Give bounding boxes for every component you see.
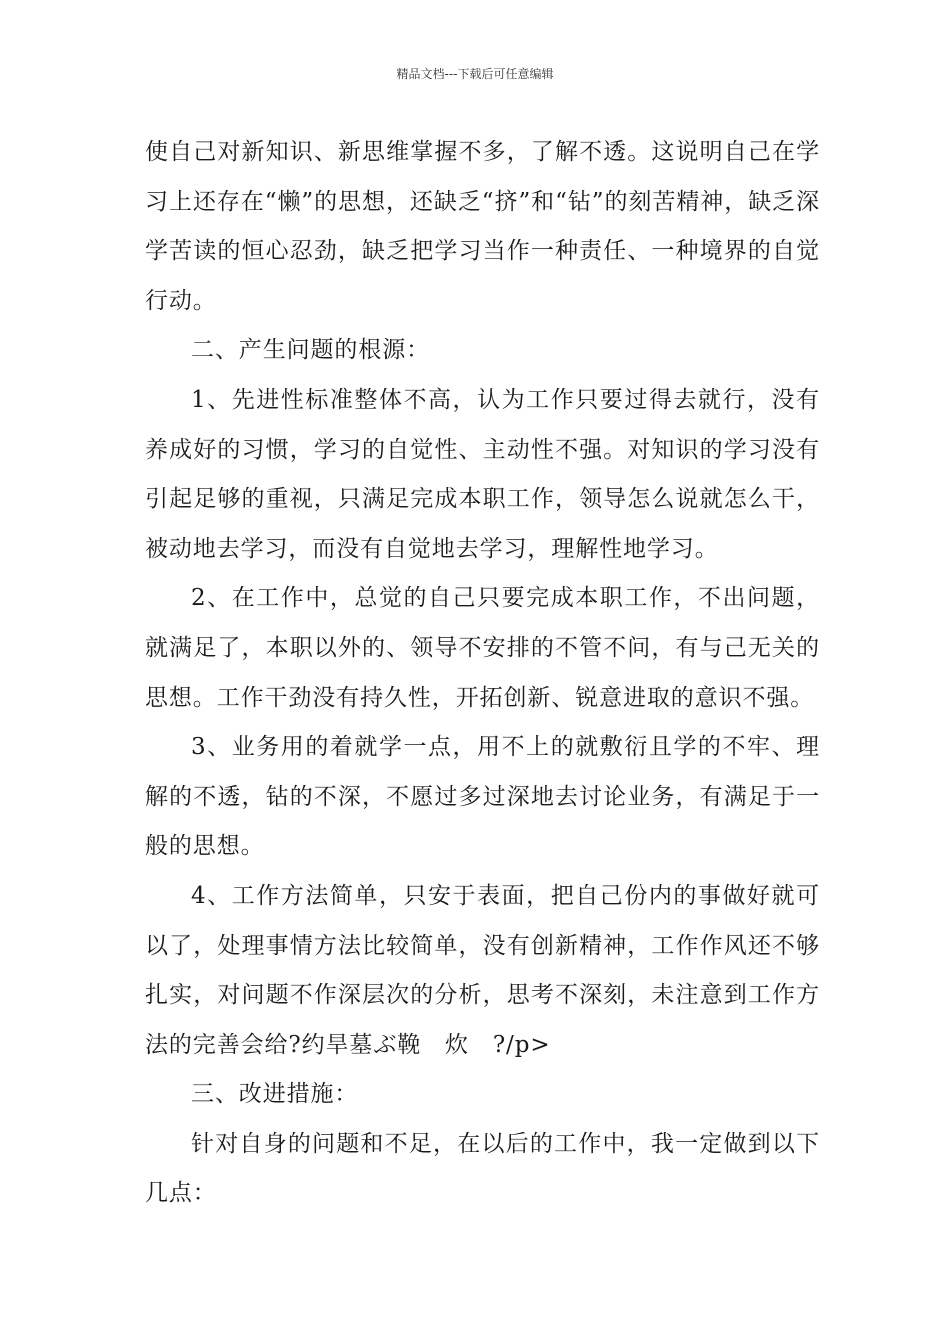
paragraph-continuation: 使自己对新知识、新思维掌握不多，了解不透。这说明自己在学习上还存在“懒”的思想，还缺乏“挤”和“钻”的刻苦精神，缺乏深学苦读的恒心忍劲，缺乏把学习当作一种责任、一种境界的自觉行动。 (145, 139, 820, 314)
paragraph-cause-2: 2、在工作中，总觉的自己只要完成本职工作，不出问题，就满足了，本职以外的、领导不安排的不管不问，有与己无关的思想。工作干劲没有持久性，开拓创新、锐意进取的意识不强。 (145, 585, 820, 711)
section-heading-improvements: 三、改进措施： (191, 1081, 359, 1108)
paragraph-cause-1: 1、先进性标准整体不高，认为工作只要过得去就行，没有养成好的习惯，学习的自觉性、主动性不强。对知识的学习没有引起足够的重视，只满足完成本职工作，领导怎么说就怎么干，被动地去学习，而没有自觉地去学习，理解性地学习。 (145, 386, 820, 562)
section-heading-root-causes: 二、产生问题的根源： (191, 337, 430, 364)
document-body (145, 128, 820, 1219)
page-header: 精品文档---下载后可任意编辑 (396, 67, 554, 81)
paragraph-cause-3: 3、业务用的着就学一点，用不上的就敷衍且学的不牢、理解的不透，钻的不深，不愿过多过深地去讨论业务，有满足于一般的思想。 (145, 734, 820, 860)
paragraph-cause-4: 4、工作方法简单，只安于表面，把自己份内的事做好就可以了，处理事情方法比较简单，没有创新精神，工作作风还不够扎实，对问题不作深层次的分析，思考不深刻，未注意到工作方法的完善会给?约旱墓ぶ鞔 炊 ?/p> (145, 882, 820, 1058)
paragraph-improvements-intro: 针对自身的问题和不足，在以后的工作中，我一定做到以下几点： (145, 1130, 820, 1207)
